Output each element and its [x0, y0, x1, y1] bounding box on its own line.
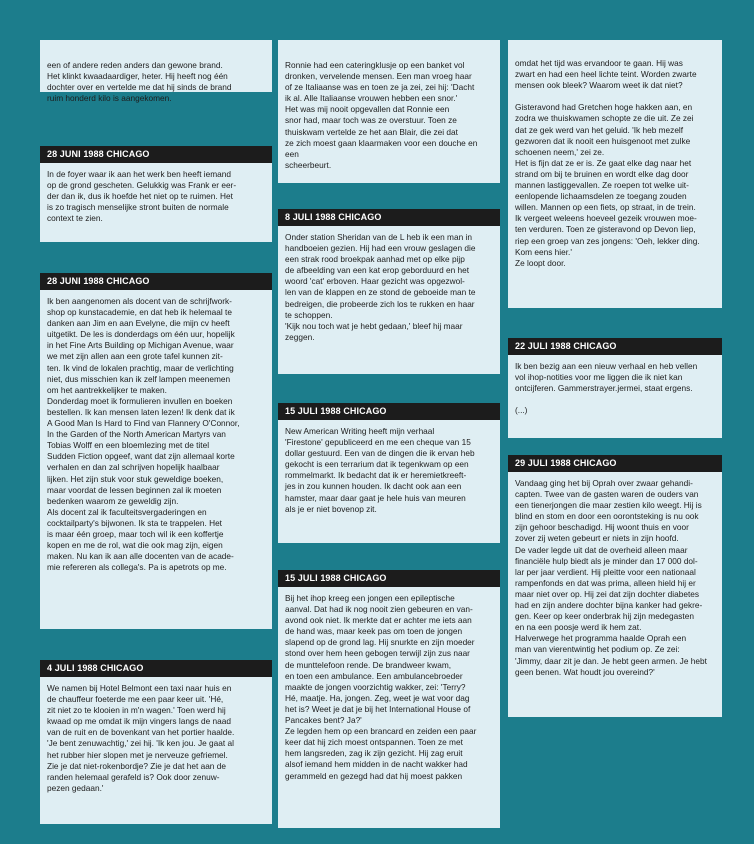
- entry-card-15-juli-b: [278, 570, 500, 828]
- entry-body: New American Writing heeft mijn verhaal 'Firestone' gepubliceerd en me een cheque van 15 dollar gestuurd. Een van de dingen die ik ervan heb gekocht is een terrarium dat ik tegenkwam op een rommelmarkt. Ik bedacht dat ik er heremietkreeft- jes in zou kunnen houden. Ik dacht ook aan een hamster, maar daar gaat je hele huis van meuren als je er niet bovenop zit.: [285, 426, 475, 514]
- entry-card-8-juli: [278, 209, 500, 374]
- entry-heading: 29 JULI 1988 CHICAGO: [508, 455, 722, 472]
- entry-card-29-juli: [508, 455, 722, 717]
- entry-card-ronnie: [278, 40, 500, 183]
- entry-heading: 8 JULI 1988 CHICAGO: [278, 209, 500, 226]
- entry-card-intro: [40, 40, 272, 104]
- entry-heading: 22 JULI 1988 CHICAGO: [508, 338, 722, 355]
- entry-card-28-juni-a: [40, 146, 272, 242]
- entry-body: omdat het tijd was ervandoor te gaan. Hij was zwart en had een heel lichte teint. Worden zwarte mensen ook bleek? Waarom weet ik dat niet? Gisteravond had Gretchen hoge hakken aan, en zodra we thuiskwamen schopte ze die uit. Ze zei dat ze gek werd van het geluid. 'Ik heb mezelf gezworen dat ik nooit een huisgenoot met zulke schoenen neem,' zei ze. Het is fijn dat ze er is. Ze gaat elke dag naar het strand om bij te bruinen en wordt elke dag door mannen lastiggevallen. Ze roepen tot welke uit- eenlopende lichaamsdelen ze toegang zouden willen. Mannen op een fiets, op straat, in de trein. Ik vergeet weleens hoeveel gezeik vrouwen moe- ten verduren. Toen ze gisteravond op Devon liep, riep een groep van zes jongens: 'Oeh, lekker ding. Kom eens hier.' Ze loopt door.: [515, 58, 700, 268]
- entry-body: Ik ben aangenomen als docent van de schrijfwork- shop op kunstacademie, en dat heb ik helemaal te danken aan Jim en aan Evelyne, die mijn cv heeft uitgetikt. De les is donderdags om één uur, hopelijk in het Fine Arts Building op Michigan Avenue, waar we met zijn allen aan een grote tafel kunnen zit- ten. Ik vind de lokalen prachtig, maar de verlichting niet, dus misschien kan ik zelf lampen meenemen om het aantrekkelijker te maken. Donderdag moet ik formulieren invullen en boeken bestellen. Ik kan mensen laten lezen! Ik denk dat ik A Good Man Is Hard to Find van Flannery O'Connor, In the Garden of the North American Martyrs van Tobias Wolff en een bloemlezing met de titel Sudden Fiction opgeef, want dat zijn allemaal korte verhalen en dan zal schrijven hopelijk haalbaar lijken. Het zijn stuk voor stuk geweldige boeken, maar voordat de lessen beginnen zal ik moeten bedenken waarom ze geweldig zijn. Als docent zal ik faculteitsvergaderingen en cocktailparty's bijwonen. Ik sta te trappelen. Het is maar één groep, maar toch wil ik een koffertje kopen en me de rol, wat die ook mag zijn, eigen maken. Nu kan ik aan alle docenten van de acade- mie refereren als collega's. Pa is apetrots op me.: [47, 296, 240, 573]
- entry-heading: 15 JULI 1988 CHICAGO: [278, 570, 500, 587]
- entry-heading: 28 JUNI 1988 CHICAGO: [40, 146, 272, 163]
- entry-heading: 15 JULI 1988 CHICAGO: [278, 403, 500, 420]
- entry-card-4-juli: [40, 660, 272, 824]
- entry-card-15-juli-a: [278, 403, 500, 543]
- entry-heading: 4 JULI 1988 CHICAGO: [40, 660, 272, 677]
- entry-body: We namen bij Hotel Belmont een taxi naar huis en de chauffeur foeterde me een paar keer uit. 'Hé, zit niet zo te klooien in m'n wagen.' Toen werd hij kwaad op me omdat ik mijn vingers langs de naad van de ruit en de bovenkant van het portier haalde. 'Je bent zenuwachtig,' zei hij. 'Ik ken jou. Je gaat al het rubber hier slopen met je nerveuze gefriemel. Zie je dat niet-rokenbordje? Zie je dat het aan de randen helemaal gerafeld is? Ook door zenuw- pezen gedaan.': [47, 683, 235, 793]
- entry-body: Vandaag ging het bij Oprah over zwaar gehandi- capten. Twee van de gasten waren de ouders van een tienerjongen die maar zestien kilo weegt. Hij is blind en stom en door een oorontsteking is nu ook zijn gehoor beschadigd. Hij woont thuis en voor zover zij weten gebeurt er niets in zijn hoofd. De vader legde uit dat de overheid alleen maar financiële hulp biedt als je minder dan 17 000 dol- lar per jaar verdient. Hij pleitte voor een nationaal rampenfonds en dat was prima, alleen hield hij er maar niet over op. Hij zei dat zijn dochter diabetes had en zijn andere dochter bijna kanker had gekre- gen. Keer op keer onderbrak hij zijn medegasten en na een poosje werd ik hem zat. Halverwege het programma haalde Oprah een man van vierentwintig het podium op. Ze zei: 'Jimmy, daar zit je dan. Je hebt geen armen. Je hebt geen benen. Wat houdt jou overeind?': [515, 478, 707, 677]
- entry-body: Onder station Sheridan van de L heb ik een man in handboeien gezien. Hij had een vrouw geslagen die een strak rood broekpak aanhad met op elke pijp de afbeelding van een kat erop geborduurd en het woord 'cat' erboven. Haar gezicht was opgezwol- len van de klappen en ze stond de geboeide man te bedreigen, die probeerde zich los te rukken en haar te schoppen. 'Kijk nou toch wat je hebt gedaan,' bleef hij maar zeggen.: [285, 232, 476, 342]
- entry-body: Ronnie had een cateringklusje op een banket vol dronken, vervelende mensen. Een man vroeg haar of ze Italiaanse was en toen ze ja zei, zei hij: 'Dacht ik al. Alle Italiaanse vrouwen hebben een snor.' Het was mij nooit opgevallen dat Ronnie een snor had, maar toch was ze overstuur. Toen ze thuiskwam vertelde ze het aan Blair, die zei dat ze zich moest gaan klaarmaken voor een douche en een scheerbeurt.: [285, 60, 478, 170]
- entry-body: Bij het ihop kreeg een jongen een epileptische aanval. Dat had ik nog nooit zien gebeuren en van- avond ook niet. Ik merkte dat er achter me iets aan de hand was, maar keek pas om toen de jongen slapend op de grond lag. Hij snurkte en zijn moeder stond over hem heen gebogen terwijl zijn zus naar de munttelefoon rende. De brandweer kwam, en toen een ambulance. Een ambulancebroeder maakte de jongen voorzichtig wakker, zei: 'Terry? Hé, maatje. Ha, jongen. Zeg, weet je wat voor dag het is? Weet je dat je bij het International House of Pancakes bent? Ja?' Ze legden hem op een brancard en zeiden een paar keer dat hij zich moest ontspannen. Toen ze met hem langsreden, zag ik zijn gezicht. Hij zag eruit alsof iemand hem midden in de nacht wakker had gerammeld en gezegd had dat hij moest pakken: [285, 593, 477, 781]
- entry-card-28-juni-b: [40, 273, 272, 629]
- entry-body: een of andere reden anders dan gewone brand. Het klinkt kwaadaardiger, heter. Hij heeft nog één dochter over en vertelde me dat hij sinds de brand ruim honderd kilo is aangekomen.: [47, 60, 232, 104]
- entry-card-gretchen: [508, 40, 722, 308]
- entry-body: In de foyer waar ik aan het werk ben heeft iemand op de grond gescheten. Gelukkig was Frank er eer- der dan ik, dus ik hoefde het niet op te ruimen. Het is zo tragisch menselijke stront buiten de normale context te zien.: [47, 169, 237, 224]
- entry-heading: 28 JUNI 1988 CHICAGO: [40, 273, 272, 290]
- entry-body: Ik ben bezig aan een nieuw verhaal en heb vellen vol ihop-notities voor me liggen die ik niet kan ontcijferen. Gammerstrayer.jermei, staat ergens. (...): [515, 361, 698, 416]
- entry-card-22-juli: [508, 338, 722, 438]
